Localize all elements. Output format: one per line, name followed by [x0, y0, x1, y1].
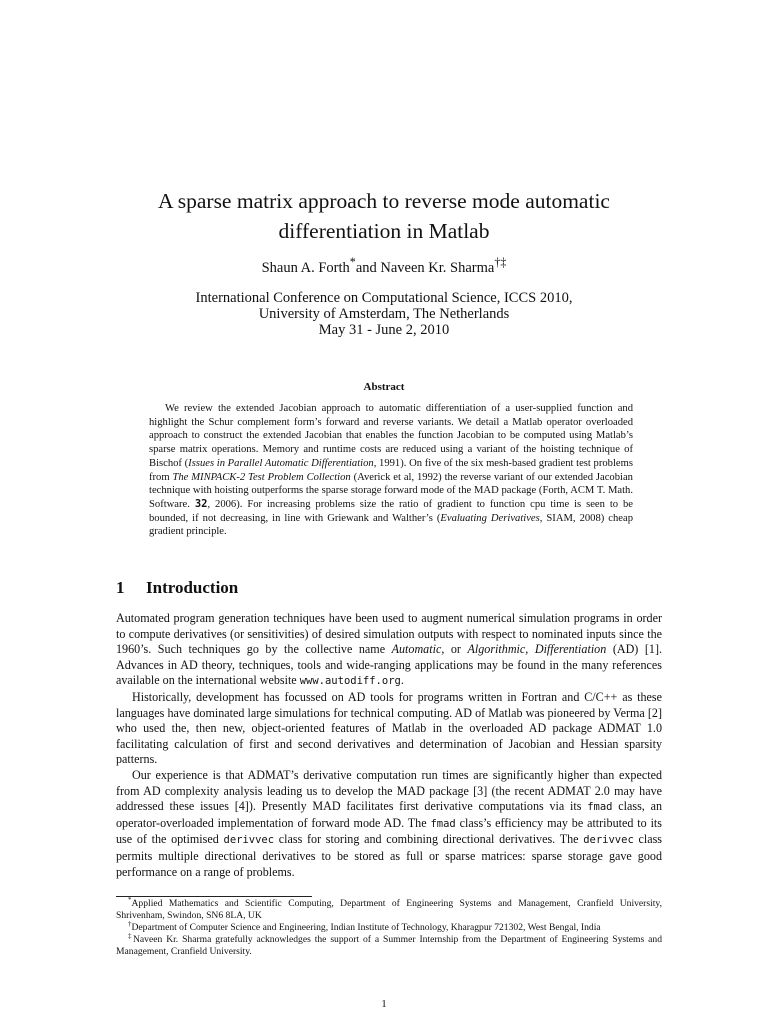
- section-heading: [116, 578, 238, 598]
- text-segment: Our experience is that ADMAT’s derivative computation run times are significantly higher than expected from AD complexity analysis leading us to develop the MAD package [3] (the recent ADMAT 2.0 may have addressed these issues [4]). Presently MAD facilitates first derivative computations via its: [116, 767, 662, 814]
- footnote: [116, 895, 662, 922]
- author-list: [100, 255, 668, 277]
- emphasis: Algorithmic, Differentiation: [467, 642, 607, 657]
- section-number: 1: [116, 578, 125, 597]
- text-segment: (AD) [1]. Advances in AD theory, techniques, tools and wide-ranging applications may be found in the many references available on the international website: [116, 642, 662, 688]
- author-forth: Shaun A. Forth: [261, 260, 350, 276]
- text-segment: Automated program generation techniques have been used to augment numerical simulation programs in order to compute derivatives (or sensitivities) of desired simulation outputs with respect to nominated inputs since the 1960’s. Such techniques go by the collective name: [116, 611, 662, 657]
- code-term: fmad: [587, 801, 613, 814]
- section-title: Introduction: [146, 578, 239, 597]
- abstract-segment: We review the extended Jacobian approach to automatic differentiation of a user-supplied function and highlight the Schur complement form’s forward and reverse variants. We detail a Matlab operator overloaded approach to construct the extended Jacobian that enables the function Jacobian to be computed using Matlab’s sparse matrix operations. Memory and runtime costs are reduced using a variant of the hoisting technique of Bischof (: [149, 403, 633, 469]
- author-forth-mark: *: [349, 255, 356, 270]
- footnotes: [116, 895, 662, 958]
- paper-title: [100, 186, 668, 246]
- paragraph-2: Historically, development has focussed on AD tools for programs written in Fortran and C/C++ as these languages have dominated large simulations for technical computing. AD of Matlab was pioneered by Verma [2] who used the, then new, object-oriented features of Matlab in the overloaded AD package ADMAT 1.0 facilitating calculation of first and second derivatives and determination of Jacobian and Hessian sparsity patterns.: [116, 689, 662, 767]
- abstract-citation-title: Evaluating Derivatives: [440, 512, 540, 524]
- author-connector: and Naveen Kr. Sharma: [355, 260, 495, 276]
- code-term: derivvec: [223, 834, 275, 847]
- paragraph-1: [116, 611, 662, 690]
- footnote-text: Applied Mathematics and Scientific Computing, Department of Engineering Systems and Management, Cranfield University, Shrivenham, Swindon, SN6 8LA, UK: [116, 898, 662, 921]
- code-term: derivvec: [583, 834, 634, 847]
- conference-name: International Conference on Computational Science, ICCS 2010,: [195, 290, 573, 306]
- conference-location: University of Amsterdam, The Netherlands: [258, 306, 510, 322]
- text-segment: class’s efficiency may be attributed to its use of the optimised: [116, 815, 662, 847]
- abstract-segment: (Averick et al, 1992) the reverse variant of our extended Jacobian technique with hoisting outperforms the sparse storage forward mode of the MAD package (Forth, ACM T. Math. Software.: [149, 471, 633, 510]
- body-text: [116, 611, 662, 880]
- text-segment: class, an operator-overloaded implementation of forward mode AD. The: [116, 799, 662, 830]
- abstract-text: [149, 402, 633, 539]
- website-link[interactable]: www.autodiff.org: [299, 675, 401, 688]
- page-number: 1: [381, 998, 387, 1010]
- code-term: fmad: [430, 817, 456, 830]
- text-segment: , or: [441, 642, 468, 657]
- footnote-text: Naveen Kr. Sharma gratefully acknowledges the support of a Summer Internship from the Department of Engineering Systems and Management, Cranfield University.: [116, 934, 662, 957]
- text-segment: class permits multiple directional derivatives to be stored as full or sparse matrices: sparse storage gave good performance on a range of problems.: [116, 832, 662, 879]
- author-sharma-mark: †‡: [494, 255, 507, 270]
- abstract-volume: 32: [194, 497, 208, 510]
- abstract-segment: , SIAM, 2008) cheap gradient principle.: [149, 512, 633, 538]
- emphasis: Automatic: [391, 642, 442, 657]
- footnote-text: Department of Computer Science and Engineering, Indian Institute of Technology, Kharagpur 721302, West Bengal, India: [131, 922, 601, 933]
- conference-info: [100, 290, 668, 338]
- footnote-rule: [116, 896, 312, 897]
- abstract-citation-title: Issues in Parallel Automatic Differentiation: [188, 457, 374, 469]
- conference-dates: May 31 - June 2, 2010: [318, 322, 450, 338]
- footnote: [116, 931, 662, 958]
- paragraph-3: [116, 768, 662, 880]
- text-segment: .: [400, 673, 404, 688]
- footnote-mark: *: [128, 895, 132, 904]
- title-line-2: differentiation in Matlab: [278, 219, 490, 243]
- text-segment: class for storing and combining directional derivatives. The: [274, 832, 584, 847]
- title-line-1: A sparse matrix approach to reverse mode automatic: [158, 189, 610, 213]
- footnote: [116, 919, 662, 934]
- abstract-segment: , 2006). For increasing problems size the ratio of gradient to function cpu time is seen to be bounded, if not decreasing, in line with Griewank and Walther’s (: [149, 498, 633, 524]
- abstract-citation-title: The MINPACK-2 Test Problem Collection: [172, 471, 351, 483]
- abstract-segment: , 1991). On five of the six mesh-based gradient test problems from: [149, 457, 633, 483]
- abstract-heading: Abstract: [363, 381, 405, 393]
- footnote-mark: †: [128, 919, 132, 928]
- footnote-mark: ‡: [128, 931, 133, 940]
